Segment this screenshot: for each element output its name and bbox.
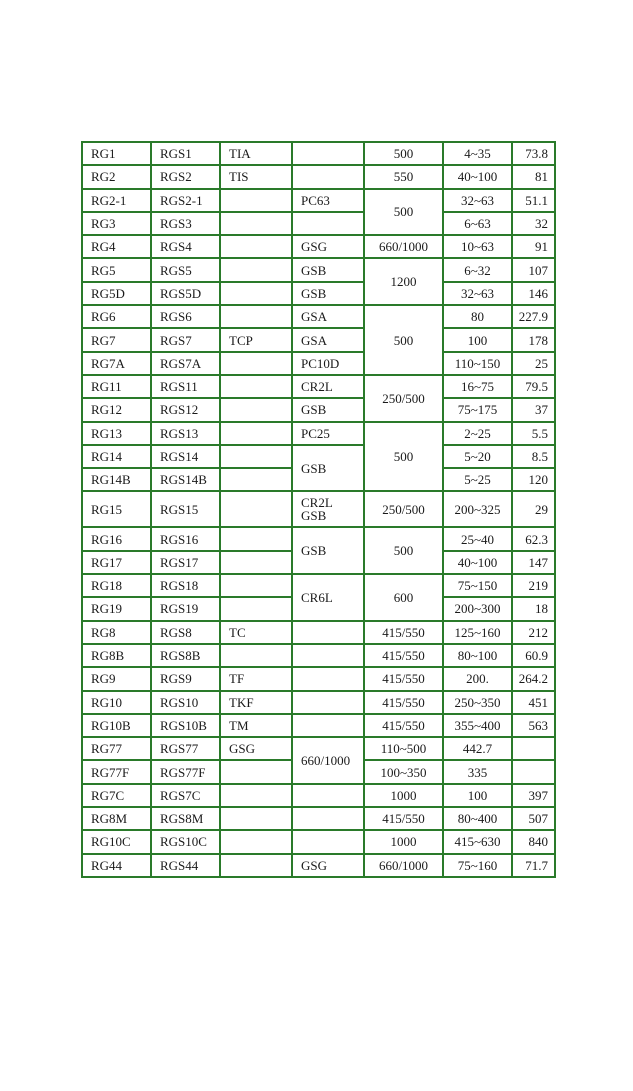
table-cell-col3 [220, 491, 292, 527]
table-cell-col3 [220, 445, 292, 468]
table-cell-col1: RG9 [82, 667, 151, 690]
table-cell-col1: RG10C [82, 830, 151, 853]
table-cell-col3 [220, 527, 292, 550]
table-cell-col3 [220, 375, 292, 398]
table-cell-col2: RGS10 [151, 691, 220, 714]
table-cell-col3 [220, 305, 292, 328]
table-cell-col3: TC [220, 621, 292, 644]
table-cell-col5: 600 [364, 574, 443, 621]
table-cell-col4 [292, 667, 364, 690]
table-row [82, 854, 555, 877]
table-cell-col2: RGS12 [151, 398, 220, 421]
table-cell-col7: 37 [512, 398, 555, 421]
table-cell-col1: RG14 [82, 445, 151, 468]
table-cell-col6: 80~100 [443, 644, 512, 667]
table-cell-col7: 178 [512, 328, 555, 351]
table-cell-col5: 415/550 [364, 667, 443, 690]
table-row [82, 737, 555, 760]
table-cell-col1: RG7 [82, 328, 151, 351]
table-cell-col2: RGS3 [151, 212, 220, 235]
table-cell-col6: 442.7 [443, 737, 512, 760]
table-cell-col7: 25 [512, 352, 555, 375]
table-cell-col1: RG77 [82, 737, 151, 760]
table-cell-col6: 250~350 [443, 691, 512, 714]
table-cell-col4: PC63 [292, 189, 364, 212]
table-cell-col1: RG7A [82, 352, 151, 375]
table-cell-col6: 40~100 [443, 165, 512, 188]
table-cell-col3 [220, 468, 292, 491]
table-cell-col2: RGS8M [151, 807, 220, 830]
table-cell-col6: 25~40 [443, 527, 512, 550]
table-cell-col4: GSG [292, 854, 364, 877]
table-cell-col4: CR2L GSB [292, 491, 364, 527]
table-cell-col2: RGS77 [151, 737, 220, 760]
table-cell-col1: RG7C [82, 784, 151, 807]
table-cell-col7: 147 [512, 551, 555, 574]
table-row [82, 142, 555, 165]
table-row [82, 398, 555, 421]
table-cell-col4 [292, 165, 364, 188]
table-cell-col2: RGS17 [151, 551, 220, 574]
table-row [82, 282, 555, 305]
table-cell-col5: 110~500 [364, 737, 443, 760]
table-cell-col6: 200. [443, 667, 512, 690]
table-row [82, 527, 555, 550]
table-cell-col1: RG10 [82, 691, 151, 714]
table-cell-col5: 415/550 [364, 714, 443, 737]
table-cell-col1: RG77F [82, 760, 151, 783]
table-cell-col2: RGS14B [151, 468, 220, 491]
table-cell-col7: 264.2 [512, 667, 555, 690]
table-cell-col7: 18 [512, 597, 555, 620]
table-cell-col5: 250/500 [364, 491, 443, 527]
table-cell-col6: 5~20 [443, 445, 512, 468]
table-cell-col6: 80 [443, 305, 512, 328]
table-cell-col2: RGS8B [151, 644, 220, 667]
spec-table-body [82, 142, 555, 877]
table-cell-col3 [220, 235, 292, 258]
table-cell-col3 [220, 784, 292, 807]
table-cell-col7 [512, 760, 555, 783]
table-cell-col7: 219 [512, 574, 555, 597]
table-cell-col6: 2~25 [443, 422, 512, 445]
table-row [82, 574, 555, 597]
table-cell-col5: 500 [364, 422, 443, 492]
table-cell-col6: 200~300 [443, 597, 512, 620]
table-cell-col7: 60.9 [512, 644, 555, 667]
table-cell-col6: 6~63 [443, 212, 512, 235]
table-cell-col3 [220, 597, 292, 620]
table-cell-col3 [220, 644, 292, 667]
table-cell-col2: RGS7A [151, 352, 220, 375]
table-cell-col1: RG18 [82, 574, 151, 597]
table-cell-col2: RGS5D [151, 282, 220, 305]
table-cell-col5: 500 [364, 189, 443, 236]
table-row [82, 328, 555, 351]
table-cell-col3: TM [220, 714, 292, 737]
table-cell-col6: 40~100 [443, 551, 512, 574]
table-cell-col2: RGS6 [151, 305, 220, 328]
table-cell-col1: RG12 [82, 398, 151, 421]
table-cell-col3 [220, 258, 292, 281]
table-cell-col4: GSG [292, 235, 364, 258]
table-cell-col7: 5.5 [512, 422, 555, 445]
table-cell-col7: 107 [512, 258, 555, 281]
table-cell-col7: 563 [512, 714, 555, 737]
table-cell-col6: 110~150 [443, 352, 512, 375]
table-cell-col6: 5~25 [443, 468, 512, 491]
table-cell-col2: RGS1 [151, 142, 220, 165]
table-cell-col5: 500 [364, 305, 443, 375]
table-cell-col2: RGS13 [151, 422, 220, 445]
table-row [82, 422, 555, 445]
table-cell-col1: RG13 [82, 422, 151, 445]
table-row [82, 830, 555, 853]
table-cell-col6: 4~35 [443, 142, 512, 165]
spec-table [81, 141, 556, 878]
table-cell-col5: 415/550 [364, 621, 443, 644]
table-cell-col5: 500 [364, 142, 443, 165]
table-cell-col3 [220, 282, 292, 305]
table-row [82, 621, 555, 644]
table-cell-col6: 75~150 [443, 574, 512, 597]
table-cell-col3 [220, 854, 292, 877]
table-row [82, 691, 555, 714]
table-cell-col6: 125~160 [443, 621, 512, 644]
table-cell-col3 [220, 189, 292, 212]
table-cell-col5: 415/550 [364, 691, 443, 714]
table-cell-col5: 1000 [364, 830, 443, 853]
table-cell-col1: RG1 [82, 142, 151, 165]
table-cell-col2: RGS7C [151, 784, 220, 807]
table-cell-col2: RGS4 [151, 235, 220, 258]
table-cell-col7: 73.8 [512, 142, 555, 165]
table-cell-col2: RGS9 [151, 667, 220, 690]
table-cell-col3: GSG [220, 737, 292, 760]
table-cell-col4: GSA [292, 328, 364, 351]
table-cell-col7: 451 [512, 691, 555, 714]
table-cell-col2: RGS19 [151, 597, 220, 620]
table-cell-col5: 550 [364, 165, 443, 188]
table-cell-col7: 120 [512, 468, 555, 491]
table-cell-col3 [220, 551, 292, 574]
table-cell-col3: TIS [220, 165, 292, 188]
table-cell-col2: RGS11 [151, 375, 220, 398]
table-cell-col4: GSA [292, 305, 364, 328]
table-cell-col4: GSB [292, 445, 364, 492]
table-cell-col4 [292, 784, 364, 807]
table-cell-col5: 660/1000 [364, 854, 443, 877]
table-cell-col6: 80~400 [443, 807, 512, 830]
table-cell-col3 [220, 807, 292, 830]
table-cell-col2: RGS8 [151, 621, 220, 644]
table-row [82, 258, 555, 281]
table-cell-col2: RGS10B [151, 714, 220, 737]
table-row [82, 714, 555, 737]
table-cell-col3 [220, 422, 292, 445]
table-cell-col2: RGS2-1 [151, 189, 220, 212]
table-cell-col3 [220, 398, 292, 421]
table-cell-col1: RG2 [82, 165, 151, 188]
table-cell-col2: RGS7 [151, 328, 220, 351]
table-cell-col7: 397 [512, 784, 555, 807]
table-cell-col3: TF [220, 667, 292, 690]
table-cell-col3 [220, 212, 292, 235]
table-cell-col1: RG17 [82, 551, 151, 574]
table-cell-col4: CR2L [292, 375, 364, 398]
table-cell-col2: RGS14 [151, 445, 220, 468]
table-cell-col6: 100 [443, 784, 512, 807]
table-cell-col1: RG14B [82, 468, 151, 491]
table-cell-col3 [220, 760, 292, 783]
table-cell-col7: 32 [512, 212, 555, 235]
table-cell-col1: RG19 [82, 597, 151, 620]
table-cell-col4 [292, 807, 364, 830]
table-cell-col7: 8.5 [512, 445, 555, 468]
table-cell-col3 [220, 352, 292, 375]
table-cell-col4 [292, 212, 364, 235]
table-row [82, 807, 555, 830]
table-row [82, 212, 555, 235]
table-cell-col4: CR6L [292, 574, 364, 621]
table-row [82, 189, 555, 212]
table-row [82, 491, 555, 527]
table-row [82, 644, 555, 667]
table-cell-col6: 6~32 [443, 258, 512, 281]
table-row [82, 235, 555, 258]
table-cell-col3: TCP [220, 328, 292, 351]
table-cell-col6: 32~63 [443, 282, 512, 305]
table-cell-col1: RG11 [82, 375, 151, 398]
table-cell-col4 [292, 621, 364, 644]
table-cell-col3 [220, 574, 292, 597]
table-cell-col5: 250/500 [364, 375, 443, 422]
table-cell-col1: RG8M [82, 807, 151, 830]
table-cell-col1: RG6 [82, 305, 151, 328]
table-cell-col1: RG5 [82, 258, 151, 281]
table-cell-col5: 500 [364, 527, 443, 574]
table-cell-col2: RGS2 [151, 165, 220, 188]
table-row [82, 784, 555, 807]
table-cell-col5: 415/550 [364, 807, 443, 830]
table-cell-col7: 146 [512, 282, 555, 305]
table-cell-col1: RG16 [82, 527, 151, 550]
table-cell-col2: RGS5 [151, 258, 220, 281]
table-cell-col5: 415/550 [364, 644, 443, 667]
table-cell-col1: RG8B [82, 644, 151, 667]
table-cell-col7: 71.7 [512, 854, 555, 877]
table-cell-col3: TIA [220, 142, 292, 165]
table-row [82, 445, 555, 468]
table-cell-col7: 212 [512, 621, 555, 644]
table-cell-col4 [292, 714, 364, 737]
table-cell-col4: PC10D [292, 352, 364, 375]
table-cell-col6: 355~400 [443, 714, 512, 737]
table-cell-col7 [512, 737, 555, 760]
table-row [82, 305, 555, 328]
table-cell-col6: 75~175 [443, 398, 512, 421]
table-cell-col5: 660/1000 [364, 235, 443, 258]
table-cell-col7: 91 [512, 235, 555, 258]
table-cell-col7: 840 [512, 830, 555, 853]
table-cell-col5: 1000 [364, 784, 443, 807]
table-cell-col4 [292, 644, 364, 667]
table-cell-col3 [220, 830, 292, 853]
table-cell-col7: 227.9 [512, 305, 555, 328]
table-cell-col1: RG15 [82, 491, 151, 527]
table-cell-col7: 29 [512, 491, 555, 527]
table-cell-col1: RG5D [82, 282, 151, 305]
table-row [82, 375, 555, 398]
table-cell-col2: RGS18 [151, 574, 220, 597]
table-cell-col6: 335 [443, 760, 512, 783]
table-cell-col6: 32~63 [443, 189, 512, 212]
table-row [82, 667, 555, 690]
table-cell-col5: 1200 [364, 258, 443, 305]
table-cell-col4 [292, 142, 364, 165]
table-cell-col4: GSB [292, 282, 364, 305]
table-cell-col1: RG3 [82, 212, 151, 235]
table-cell-col1: RG10B [82, 714, 151, 737]
table-cell-col1: RG4 [82, 235, 151, 258]
table-cell-col4 [292, 691, 364, 714]
table-cell-col2: RGS10C [151, 830, 220, 853]
table-row [82, 352, 555, 375]
table-cell-col7: 507 [512, 807, 555, 830]
table-cell-col7: 79.5 [512, 375, 555, 398]
table-cell-col4 [292, 830, 364, 853]
table-cell-col4: 660/1000 [292, 737, 364, 784]
table-cell-col1: RG8 [82, 621, 151, 644]
table-cell-col1: RG44 [82, 854, 151, 877]
table-cell-col4: GSB [292, 527, 364, 574]
table-cell-col5: 100~350 [364, 760, 443, 783]
table-cell-col6: 415~630 [443, 830, 512, 853]
table-cell-col1: RG2-1 [82, 189, 151, 212]
table-cell-col6: 200~325 [443, 491, 512, 527]
table-cell-col2: RGS77F [151, 760, 220, 783]
table-cell-col7: 81 [512, 165, 555, 188]
table-cell-col6: 100 [443, 328, 512, 351]
table-cell-col7: 51.1 [512, 189, 555, 212]
table-cell-col7: 62.3 [512, 527, 555, 550]
table-cell-col4: GSB [292, 398, 364, 421]
table-cell-col6: 75~160 [443, 854, 512, 877]
table-cell-col6: 16~75 [443, 375, 512, 398]
table-cell-col4: GSB [292, 258, 364, 281]
table-cell-col3: TKF [220, 691, 292, 714]
table-cell-col2: RGS44 [151, 854, 220, 877]
table-cell-col2: RGS16 [151, 527, 220, 550]
table-cell-col4: PC25 [292, 422, 364, 445]
table-cell-col2: RGS15 [151, 491, 220, 527]
table-cell-col6: 10~63 [443, 235, 512, 258]
table-row [82, 165, 555, 188]
